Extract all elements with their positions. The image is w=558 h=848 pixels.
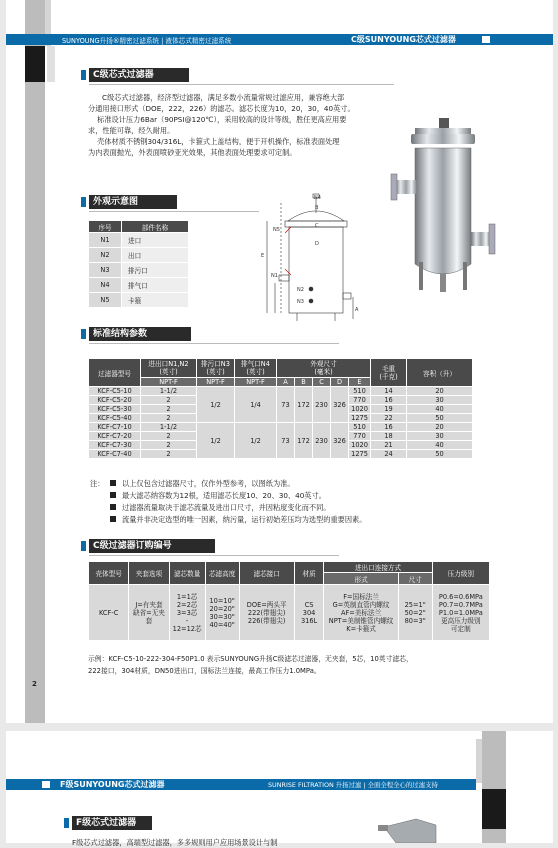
spec-cell: 1-1/2 [141,387,197,396]
spec-cell: 40 [407,405,473,414]
left-gray-accent-2 [47,46,55,82]
spec-table-body [89,387,473,459]
spec-head-volume: 容积（升） [407,359,473,387]
spec-cell: 1/2 [197,387,235,423]
label-c: C [315,223,319,229]
section-title-diagram: 外观示意图 [89,195,177,209]
spec-cell: 24 [371,450,407,459]
spec-cell: 73 [277,387,295,423]
spec-cell: KCF-C7-10 [89,423,141,432]
section-underline [89,555,339,556]
catalog-page-2 [6,731,553,847]
section-title-c-filter: C级芯式过滤器 [89,68,189,82]
section-title-f-filter: F级芯式过滤器 [72,816,152,830]
label-a: A [355,307,359,313]
order-subhead: 尺寸 [398,573,432,585]
order-head: 夹套选项 [129,562,169,585]
spec-cell: 1275 [349,414,371,423]
spec-cell: 50 [407,414,473,423]
note-text: 流量并非决定选型的唯一因素，纳污量，运行初始差压均为选型的重要因素。 [122,515,367,524]
spec-cell: KCF-C7-30 [89,441,141,450]
spec-head-a: A [277,378,295,387]
product-photo-partial [376,817,456,843]
page-header-bar [6,779,476,790]
spec-cell: 14 [371,387,407,396]
notes-block [88,478,448,526]
spec-cell: 510 [349,387,371,396]
spec-cell: 2 [141,441,197,450]
parts-cell: N5 [89,293,122,308]
spec-cell: 2 [141,414,197,423]
right-gray-accent [476,739,482,783]
spec-cell: 2 [141,396,197,405]
spec-cell: 2 [141,405,197,414]
left-black-block [25,46,45,82]
label-d: D [315,241,319,247]
section-underline [89,84,394,85]
catalog-page-1 [6,0,553,723]
intro-line: 标准设计压力6Bar（90PSI@120℃），采用较高的设计等级，胜任更高应用要 [88,115,347,124]
spec-cell: KCF-C5-40 [89,414,141,423]
spec-cell: 1020 [349,405,371,414]
page-number: 2 [32,680,37,688]
example-text [88,653,488,677]
spec-head-dims: 外观尺寸 (毫米) [277,359,371,378]
spec-table [88,358,473,459]
spec-cell: 16 [371,423,407,432]
note-item [88,502,448,514]
spec-cell: 73 [277,423,295,459]
order-cell-form: F=国标法兰 G=英制直管内螺纹 AF=美标法兰 NPT=美制锥管内螺纹 K=卡箍式 [324,585,398,641]
label-n4: N4 [314,195,321,201]
parts-cell: N2 [89,248,122,263]
spec-cell: 1-1/2 [141,423,197,432]
spec-cell: 1275 [349,450,371,459]
note-item [88,478,448,490]
section-underline [89,343,339,344]
order-head: 材质 [294,562,324,585]
note-text: 以上仅包含过滤器尺寸，仅作外型参考，以图纸为准。 [122,479,295,488]
bullet-square-icon [110,492,116,498]
spec-row [89,423,473,432]
order-head: 压力级别 [432,562,489,585]
spec-head-npt: NPT-F [235,378,277,387]
intro-line: 为内表面抛光，外表面喷砂亚光效果，其他表面处理要求可定制。 [88,148,297,157]
bullet-square-icon [110,480,116,486]
header-square-icon [482,36,490,43]
label-b: B [315,205,319,211]
spec-cell: 770 [349,432,371,441]
spec-head-e: E [349,378,371,387]
page-header-bar [6,34,553,45]
spec-cell: 16 [371,396,407,405]
label-n2: N2 [297,287,304,293]
parts-cell: 进口 [122,233,189,248]
parts-cell: N4 [89,278,122,293]
order-head: 芯滤高度 [205,562,239,585]
label-n3: N3 [297,299,304,305]
parts-cell: N1 [89,233,122,248]
spec-cell: 2 [141,432,197,441]
spec-cell: 172 [295,423,313,459]
spec-cell: 326 [331,387,349,423]
order-cell-iface: DOE=两头平 222(带翅尖) 226(带翅尖) [239,585,294,641]
spec-cell: KCF-C5-10 [89,387,141,396]
order-cell-material: CS 304 316L [294,585,324,641]
parts-col-no: 序号 [89,221,122,233]
left-gray-bar [25,0,45,723]
spec-cell: 21 [371,441,407,450]
spec-cell: 1/2 [197,423,235,459]
spec-cell: 230 [313,423,331,459]
spec-cell: 2 [141,450,197,459]
spec-head-b: B [295,378,313,387]
spec-cell: 510 [349,423,371,432]
order-cell-model: KCF-C [89,585,129,641]
parts-col-name: 部件名称 [122,221,189,233]
example-line: 222接口，304材质，DN50进出口，国标法兰连接，最高工作压力1.0MPa。 [88,667,321,675]
spec-head-model: 过滤器型号 [89,359,141,387]
parts-cell: 出口 [122,248,189,263]
parts-cell: 卡箍 [122,293,189,308]
section-underline [89,211,259,212]
intro-partial: F级芯式过滤器，高端型过滤器，多多规则用户应用场景设计与制 [72,838,278,847]
order-head: 进出口连接方式 [324,562,432,573]
spec-head-inout: 进出口N1,N2 (英寸) [141,359,197,378]
spec-head-c: C [313,378,331,387]
order-cell-height: 10=10" 20=20" 30=30" 40=40" [205,585,239,641]
header-right-text: C级SUNYOUNG芯式过滤器 [351,35,456,44]
spec-cell: 1020 [349,441,371,450]
section-title-specs: 标准结构参数 [89,327,191,341]
notes-label: 注： [90,479,105,488]
order-cell-jacket: J=有夹套 缺省=无夹 套 [129,585,169,641]
example-line: 示例：KCF-C5-10-222-304-F50P1.0 表示SUNYOUNG升扬C级滤芯过滤器，无夹套，5芯，10英寸滤芯， [88,655,413,663]
spec-cell: 40 [407,441,473,450]
spec-cell: KCF-C7-40 [89,450,141,459]
technical-drawing [251,193,371,323]
parts-table [88,220,189,308]
header-left-text: F级SUNYOUNG芯式过滤器 [60,780,165,789]
label-e: E [261,253,265,259]
parts-cell: 排气口 [122,278,189,293]
parts-cell: 排污口 [122,263,189,278]
intro-line: 求，性能可靠，经久耐用。 [88,126,175,135]
order-head: 滤芯数量 [169,562,205,585]
note-item [88,490,448,502]
label-n1: N1 [271,273,278,279]
spec-cell: 50 [407,450,473,459]
order-head: 壳体型号 [89,562,129,585]
bullet-square-icon [110,504,116,510]
spec-head-npt: NPT-F [197,378,235,387]
spec-cell: 22 [371,414,407,423]
spec-head-drain: 排污口N3 (英寸) [197,359,235,378]
order-cell-count: 1=1芯 2=2芯 3=3芯 - 12=12芯 [169,585,205,641]
spec-head-vent: 排气口N4 (英寸) [235,359,277,378]
spec-cell: KCF-C5-30 [89,405,141,414]
right-black-block [482,789,506,829]
order-head: 滤芯接口 [239,562,294,585]
header-left-text: SUNYOUNG升扬®精密过滤系统 | 液体芯式精密过滤系统 [62,37,232,45]
parts-cell: N3 [89,263,122,278]
header-right-text: SUNRISE FILTRATION 升扬过滤 | 全面全程全心的过滤支持 [268,781,438,789]
spec-cell: KCF-C5-20 [89,396,141,405]
spec-cell: 30 [407,396,473,405]
product-photo [389,114,509,294]
order-subhead: 形式 [324,573,398,585]
note-text: 最大滤芯纳容数为12根，适用滤芯长度10、20、30、40英寸。 [122,491,326,500]
spec-cell: 20 [407,387,473,396]
spec-head-d: D [331,378,349,387]
spec-row [89,387,473,396]
bullet-square-icon [110,516,116,522]
spec-head-weight: 毛重 (千克) [371,359,407,387]
spec-cell: 30 [407,432,473,441]
order-cell-size: 25=1" 50=2" 80=3" [398,585,432,641]
section-title-order: C级过滤器订购编号 [89,539,215,553]
spec-cell: 1/4 [235,387,277,423]
order-cell-pressure: P0.6=0.6MPa P0.7=0.7MPa P1.0=1.0MPa 更高压力级别 可定制 [432,585,489,641]
header-square-icon [42,781,50,788]
label-n5: N5 [273,227,280,233]
spec-head-npt: NPT-F [141,378,197,387]
intro-line: 分通用接口形式（DOE，222，226）的滤芯。滤芯长度为10，20，30，40英寸。 [88,104,355,113]
intro-line: C级芯式过滤器，经济型过滤器，满足多数小流量常规过滤应用，兼容绝大部 [102,93,345,102]
order-table [88,561,490,641]
intro-paragraph [88,92,408,158]
spec-cell: 19 [371,405,407,414]
spec-cell: 326 [331,423,349,459]
spec-cell: 20 [407,423,473,432]
spec-cell: 230 [313,387,331,423]
intro-line: 壳体材质不锈钢304/316L，卡箍式上盖结构，便于开机操作，标准表面处理 [88,137,340,146]
spec-cell: 172 [295,387,313,423]
spec-cell: 1/2 [235,423,277,459]
spec-cell: 18 [371,432,407,441]
note-text: 过滤器流量取决于滤芯流量及进出口尺寸，并因粘度变化而不同。 [122,503,331,512]
spec-cell: 770 [349,396,371,405]
spec-cell: KCF-C7-20 [89,432,141,441]
note-item [88,514,448,526]
